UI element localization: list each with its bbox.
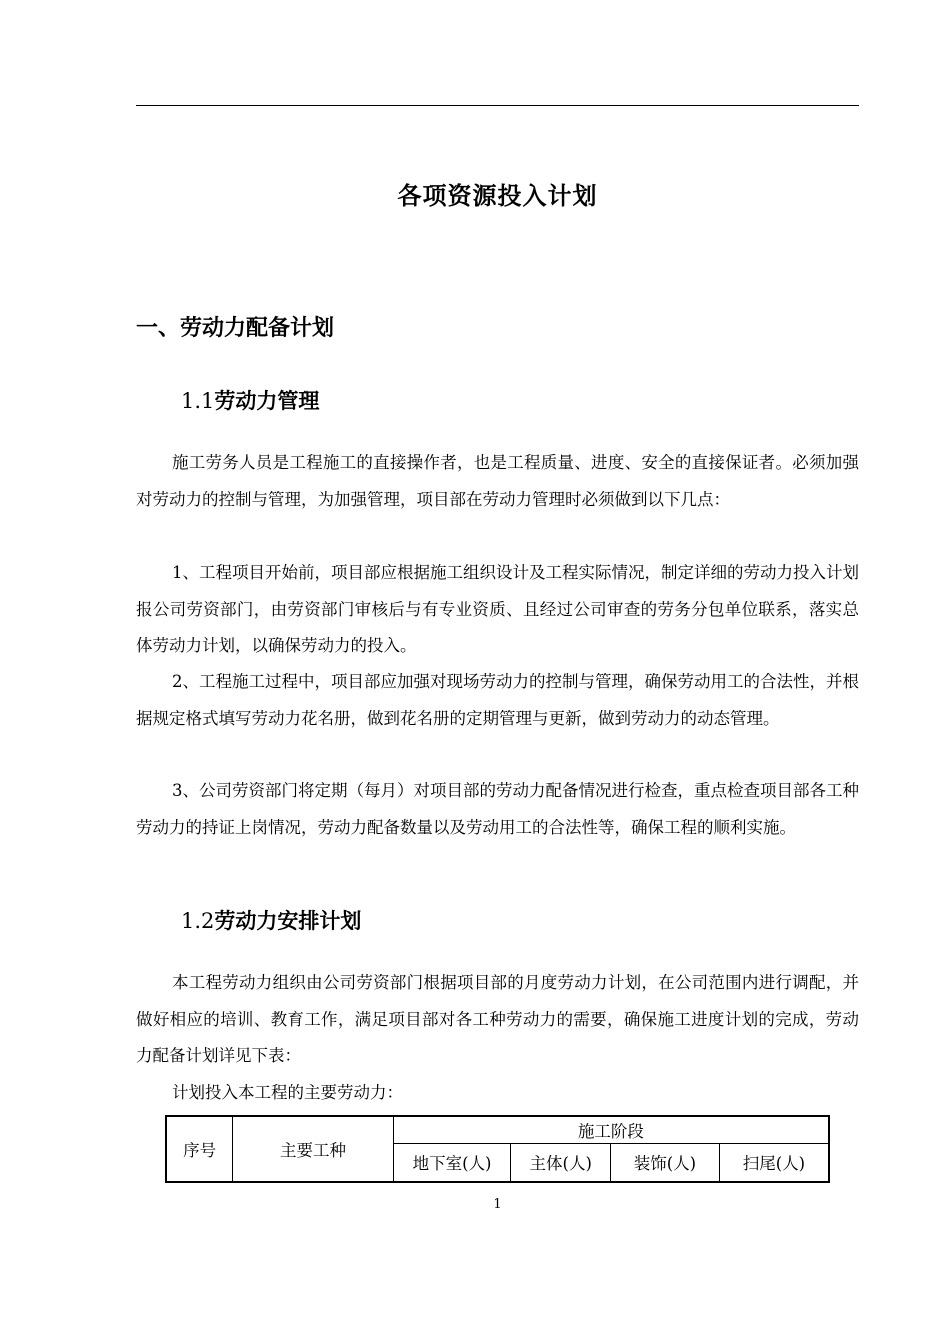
header-cell-decoration: 装饰(人) (611, 1143, 720, 1182)
paragraph-schedule: 本工程劳动力组织由公司劳资部门根据项目部的月度劳动力计划，在公司范围内进行调配，并做好相应的培训、教育工作，满足项目部对各工种劳动力的需要，确保施工进度计划的完成，劳动力配备计划详见下表： (136, 973, 859, 1065)
paragraph-intro: 施工劳务人员是工程施工的直接操作者，也是工程质量、进度、安全的直接保证者。必须加强对劳动力的控制与管理，为加强管理，项目部在劳动力管理时必须做到以下几点： (136, 453, 859, 509)
paragraph-item-1: 1、工程项目开始前，项目部应根据施工组织设计及工程实际情况，制定详细的劳动力投入计划报公司劳资部门，由劳资部门审核后与有专业资质、且经过公司审查的劳务分包单位联系，落实总体劳动力计划，以确保劳动力的投入。 (136, 563, 859, 655)
subsection-heading-labor-schedule (181, 905, 361, 935)
subsection-number: 1.1 (181, 389, 215, 413)
header-cell-stage-group: 施工阶段 (393, 1116, 829, 1143)
header-cell-no: 序号 (166, 1116, 233, 1182)
section-heading-labor-plan: 一、劳动力配备计划 (136, 316, 335, 341)
header-cell-trade: 主要工种 (233, 1116, 393, 1182)
table-header-row (166, 1116, 829, 1143)
table-caption: 计划投入本工程的主要劳动力： (172, 1083, 403, 1102)
subsection-title: 劳动力管理 (214, 389, 320, 413)
labor-table (165, 1115, 830, 1183)
page-number: 1 (493, 1197, 502, 1212)
subsection-number: 1.2 (181, 909, 215, 933)
subsection-heading-labor-management (181, 385, 319, 415)
document-title: 各项资源投入计划 (397, 182, 598, 210)
header-cell-basement: 地下室(人) (393, 1143, 511, 1182)
subsection-title: 劳动力安排计划 (214, 909, 362, 933)
paragraph-item-3: 3、公司劳资部门将定期（每月）对项目部的劳动力配备情况进行检查，重点检查项目部各工种劳动力的持证上岗情况，劳动力配备数量以及劳动用工的合法性等，确保工程的顺利实施。 (136, 781, 859, 837)
header-cell-finishing: 扫尾(人) (719, 1143, 829, 1182)
header-rule (136, 105, 859, 106)
header-cell-main-structure: 主体(人) (511, 1143, 611, 1182)
paragraph-item-2: 2、工程施工过程中，项目部应加强对现场劳动力的控制与管理，确保劳动用工的合法性，并根据规定格式填写劳动力花名册，做到花名册的定期管理与更新，做到劳动力的动态管理。 (136, 672, 859, 728)
